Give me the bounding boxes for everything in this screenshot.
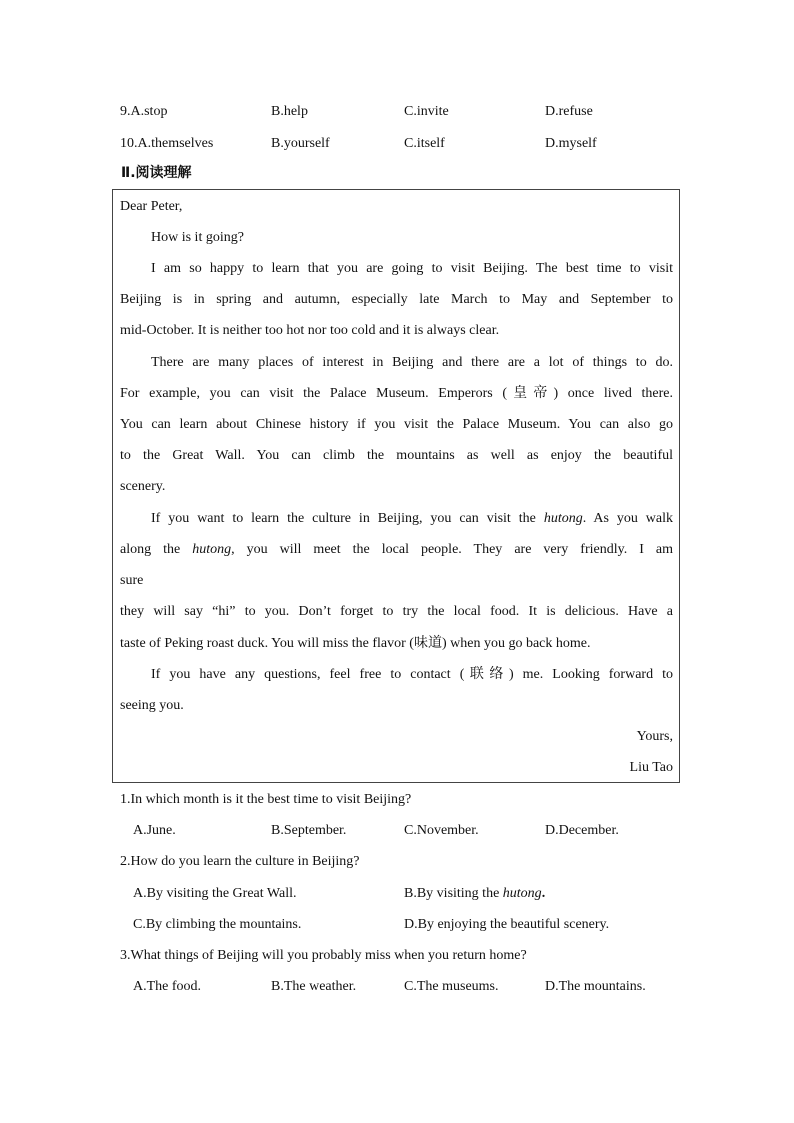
- letter-line: Beijing is in spring and autumn, especially late March to May and September to: [120, 292, 673, 307]
- option-b: B.By visiting the hutong.: [404, 886, 546, 901]
- letter-line: mid-October. It is neither too hot nor too cold and it is always clear.: [120, 323, 500, 338]
- option-a: A.By visiting the Great Wall.: [133, 886, 297, 901]
- letter-line: sure: [120, 573, 144, 588]
- question-3-stem: 3.What things of Beijing will you probably miss when you return home?: [120, 948, 527, 963]
- letter-signature: Liu Tao: [629, 760, 673, 775]
- letter-line: If you want to learn the culture in Beijing, you can visit the hutong. As you walk: [151, 511, 674, 526]
- letter-line: If you have any questions, feel free to contact (联络) me. Looking forward to: [151, 667, 673, 682]
- option-a: A.June.: [133, 823, 176, 838]
- hutong-term: hutong: [192, 542, 232, 557]
- question-1-stem: 1.In which month is it the best time to visit Beijing?: [120, 792, 412, 807]
- option-d: D.refuse: [545, 104, 593, 119]
- letter-line: along the hutong, you will meet the local people. They are very friendly. I am: [120, 542, 673, 557]
- letter-closing: Yours,: [636, 729, 673, 744]
- letter-line: taste of Peking roast duck. You will miss the flavor (味道) when you go back home.: [120, 636, 591, 651]
- option-d: D.December.: [545, 823, 619, 838]
- option-c: C.invite: [404, 104, 449, 119]
- hutong-term: hutong: [543, 511, 583, 526]
- letter-line: scenery.: [120, 479, 166, 494]
- letter-line: How is it going?: [151, 230, 244, 245]
- option-c: C.The museums.: [404, 979, 499, 994]
- question-2-stem: 2.How do you learn the culture in Beijing?: [120, 854, 360, 869]
- option-d: D.The mountains.: [545, 979, 646, 994]
- option-a: 9.A.stop: [120, 104, 168, 119]
- option-d: D.By enjoying the beautiful scenery.: [404, 917, 610, 932]
- letter-line: they will say “hi” to you. Don’t forget to try the local food. It is delicious. Have a: [120, 604, 673, 619]
- letter-line: For example, you can visit the Palace Museum. Emperors (皇帝) once lived there.: [120, 386, 673, 401]
- option-c: C.itself: [404, 136, 445, 151]
- option-b: B.The weather.: [271, 979, 357, 994]
- letter-line: to the Great Wall. You can climb the mountains as well as enjoy the beautiful: [120, 448, 673, 463]
- option-c: C.By climbing the mountains.: [133, 917, 302, 932]
- option-d: D.myself: [545, 136, 597, 151]
- letter-line: There are many places of interest in Beijing and there are a lot of things to do.: [151, 355, 673, 370]
- letter-line: seeing you.: [120, 698, 184, 713]
- section-heading: Ⅱ.阅读理解: [121, 165, 192, 181]
- letter-line: I am so happy to learn that you are going to visit Beijing. The best time to visit: [151, 261, 673, 276]
- option-b: B.help: [271, 104, 308, 119]
- option-a: A.The food.: [133, 979, 202, 994]
- option-b: B.yourself: [271, 136, 330, 151]
- hutong-term: hutong: [502, 886, 542, 901]
- option-b: B.September.: [271, 823, 347, 838]
- option-c: C.November.: [404, 823, 479, 838]
- letter-greeting: Dear Peter,: [120, 199, 183, 214]
- option-a: 10.A.themselves: [120, 136, 214, 151]
- letter-line: You can learn about Chinese history if you visit the Palace Museum. You can also go: [120, 417, 673, 432]
